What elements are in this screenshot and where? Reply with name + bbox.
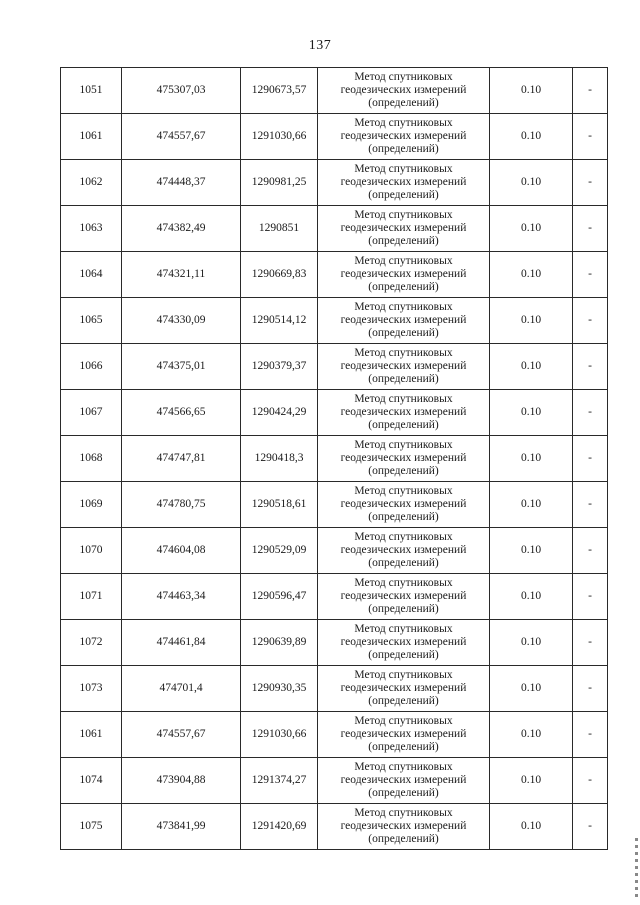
note-cell: - [573, 206, 608, 252]
point-number-cell: 1062 [61, 160, 122, 206]
scan-edge-mark [635, 838, 638, 898]
coordinate-y-cell: 1291030,66 [241, 712, 318, 758]
coordinate-x-cell: 475307,03 [122, 68, 241, 114]
accuracy-cell: 0.10 [490, 482, 573, 528]
point-number-cell: 1068 [61, 436, 122, 482]
accuracy-cell: 0.10 [490, 114, 573, 160]
coordinate-y-cell: 1290529,09 [241, 528, 318, 574]
coordinate-y-cell: 1290981,25 [241, 160, 318, 206]
point-number-cell: 1066 [61, 344, 122, 390]
method-cell: Метод спутниковых геодезических измерений (определений) [318, 620, 490, 666]
coordinate-x-cell: 474566,65 [122, 390, 241, 436]
point-number-cell: 1061 [61, 114, 122, 160]
coordinate-x-cell: 473841,99 [122, 804, 241, 850]
coordinate-y-cell: 1290930,35 [241, 666, 318, 712]
point-number-cell: 1073 [61, 666, 122, 712]
coordinate-x-cell: 474701,4 [122, 666, 241, 712]
point-number-cell: 1072 [61, 620, 122, 666]
accuracy-cell: 0.10 [490, 712, 573, 758]
note-cell: - [573, 344, 608, 390]
method-cell: Метод спутниковых геодезических измерений (определений) [318, 712, 490, 758]
coordinate-x-cell: 474382,49 [122, 206, 241, 252]
table-row [61, 390, 608, 436]
accuracy-cell: 0.10 [490, 252, 573, 298]
table-row [61, 298, 608, 344]
point-number-cell: 1063 [61, 206, 122, 252]
table-row [61, 482, 608, 528]
coordinate-y-cell: 1290379,37 [241, 344, 318, 390]
note-cell: - [573, 114, 608, 160]
table-row [61, 620, 608, 666]
method-cell: Метод спутниковых геодезических измерений (определений) [318, 160, 490, 206]
accuracy-cell: 0.10 [490, 160, 573, 206]
coordinates-table-body [61, 68, 608, 850]
coordinate-x-cell: 474461,84 [122, 620, 241, 666]
accuracy-cell: 0.10 [490, 666, 573, 712]
coordinates-table [60, 67, 608, 850]
accuracy-cell: 0.10 [490, 436, 573, 482]
coordinate-y-cell: 1290596,47 [241, 574, 318, 620]
table-row [61, 68, 608, 114]
note-cell: - [573, 574, 608, 620]
table-row [61, 712, 608, 758]
table-row [61, 344, 608, 390]
method-cell: Метод спутниковых геодезических измерений (определений) [318, 68, 490, 114]
note-cell: - [573, 482, 608, 528]
table-row [61, 206, 608, 252]
note-cell: - [573, 68, 608, 114]
method-cell: Метод спутниковых геодезических измерений (определений) [318, 482, 490, 528]
point-number-cell: 1065 [61, 298, 122, 344]
accuracy-cell: 0.10 [490, 298, 573, 344]
coordinate-x-cell: 473904,88 [122, 758, 241, 804]
coordinate-x-cell: 474604,08 [122, 528, 241, 574]
accuracy-cell: 0.10 [490, 206, 573, 252]
table-row [61, 574, 608, 620]
table-row [61, 528, 608, 574]
table-row [61, 160, 608, 206]
accuracy-cell: 0.10 [490, 390, 573, 436]
coordinate-y-cell: 1290669,83 [241, 252, 318, 298]
point-number-cell: 1070 [61, 528, 122, 574]
coordinate-y-cell: 1290418,3 [241, 436, 318, 482]
point-number-cell: 1061 [61, 712, 122, 758]
accuracy-cell: 0.10 [490, 620, 573, 666]
method-cell: Метод спутниковых геодезических измерений (определений) [318, 528, 490, 574]
table-row [61, 252, 608, 298]
point-number-cell: 1064 [61, 252, 122, 298]
accuracy-cell: 0.10 [490, 68, 573, 114]
coordinate-x-cell: 474780,75 [122, 482, 241, 528]
accuracy-cell: 0.10 [490, 528, 573, 574]
table-row [61, 436, 608, 482]
note-cell: - [573, 758, 608, 804]
note-cell: - [573, 390, 608, 436]
coordinate-y-cell: 1290424,29 [241, 390, 318, 436]
accuracy-cell: 0.10 [490, 804, 573, 850]
coordinate-y-cell: 1291030,66 [241, 114, 318, 160]
note-cell: - [573, 160, 608, 206]
point-number-cell: 1074 [61, 758, 122, 804]
note-cell: - [573, 804, 608, 850]
coordinate-x-cell: 474747,81 [122, 436, 241, 482]
note-cell: - [573, 528, 608, 574]
coordinate-x-cell: 474375,01 [122, 344, 241, 390]
coordinate-x-cell: 474463,34 [122, 574, 241, 620]
note-cell: - [573, 620, 608, 666]
table-row [61, 666, 608, 712]
table-row [61, 758, 608, 804]
point-number-cell: 1071 [61, 574, 122, 620]
note-cell: - [573, 436, 608, 482]
method-cell: Метод спутниковых геодезических измерений (определений) [318, 804, 490, 850]
note-cell: - [573, 252, 608, 298]
method-cell: Метод спутниковых геодезических измерений (определений) [318, 574, 490, 620]
coordinate-y-cell: 1290518,61 [241, 482, 318, 528]
coordinate-x-cell: 474557,67 [122, 114, 241, 160]
point-number-cell: 1051 [61, 68, 122, 114]
coordinate-x-cell: 474557,67 [122, 712, 241, 758]
coordinate-y-cell: 1291420,69 [241, 804, 318, 850]
note-cell: - [573, 712, 608, 758]
table-row [61, 804, 608, 850]
method-cell: Метод спутниковых геодезических измерений (определений) [318, 758, 490, 804]
coordinate-x-cell: 474448,37 [122, 160, 241, 206]
method-cell: Метод спутниковых геодезических измерений (определений) [318, 298, 490, 344]
coordinate-x-cell: 474321,11 [122, 252, 241, 298]
page-number: 137 [308, 38, 332, 53]
accuracy-cell: 0.10 [490, 758, 573, 804]
coordinate-x-cell: 474330,09 [122, 298, 241, 344]
table-row [61, 114, 608, 160]
method-cell: Метод спутниковых геодезических измерений (определений) [318, 436, 490, 482]
method-cell: Метод спутниковых геодезических измерений (определений) [318, 114, 490, 160]
point-number-cell: 1069 [61, 482, 122, 528]
method-cell: Метод спутниковых геодезических измерений (определений) [318, 666, 490, 712]
method-cell: Метод спутниковых геодезических измерений (определений) [318, 390, 490, 436]
coordinate-y-cell: 1291374,27 [241, 758, 318, 804]
coordinate-y-cell: 1290851 [241, 206, 318, 252]
accuracy-cell: 0.10 [490, 344, 573, 390]
note-cell: - [573, 298, 608, 344]
accuracy-cell: 0.10 [490, 574, 573, 620]
point-number-cell: 1067 [61, 390, 122, 436]
method-cell: Метод спутниковых геодезических измерений (определений) [318, 344, 490, 390]
coordinate-y-cell: 1290514,12 [241, 298, 318, 344]
coordinate-y-cell: 1290673,57 [241, 68, 318, 114]
method-cell: Метод спутниковых геодезических измерений (определений) [318, 252, 490, 298]
point-number-cell: 1075 [61, 804, 122, 850]
note-cell: - [573, 666, 608, 712]
coordinate-y-cell: 1290639,89 [241, 620, 318, 666]
method-cell: Метод спутниковых геодезических измерений (определений) [318, 206, 490, 252]
